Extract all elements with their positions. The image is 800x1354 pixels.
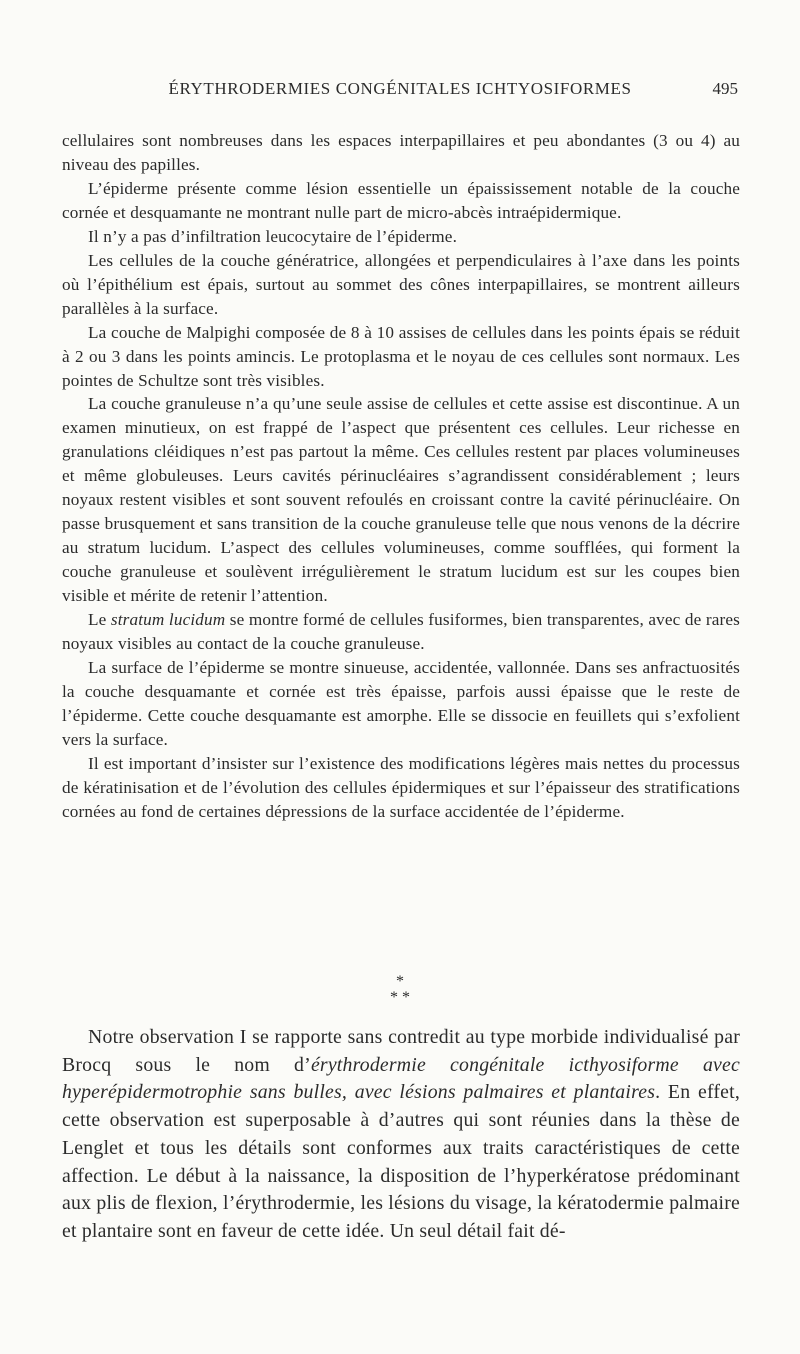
- italic-term: stratum lucidum: [110, 610, 226, 630]
- text-span: se montre formé de cellules fusiformes, bien transparentes, avec de rares noyaux visibles au contact de la couche granuleuse.: [62, 610, 740, 654]
- paragraph: cellulaires sont nombreuses dans les espaces interpapillaires et peu abondantes (3 ou 4) au niveau des papilles.: [62, 131, 740, 174]
- paragraph: La surface de l’épiderme se montre sinueuse, accidentée, vallonnée. Dans ses anfractuosités la couche desquamante et cornée est très épaisse, parfois aussi épaisse que le reste de l’épiderme. Cette couche desquamante est amorphe. Elle se dissocie en feuillets qui s’exfolient vers la surface.: [62, 657, 740, 749]
- page-number: 495: [712, 79, 738, 98]
- asterism-top: *: [396, 973, 404, 990]
- italic-diagnosis: érythrodermie congénitale icthyosiforme avec hyperépidermotrophie sans bulles, avec lésions palmaires et plantaires: [62, 1053, 740, 1104]
- running-title: ÉRYTHRODERMIES CONGÉNITALES ICHTYOSIFORMES: [168, 79, 632, 98]
- paragraph: Les cellules de la couche génératrice, allongées et perpendiculaires à l’axe dans les points où l’épithélium est épais, surtout au sommet des cônes interpapillaires, se montrent ailleurs parallèles à la surface.: [62, 250, 740, 318]
- paragraph: La couche de Malpighi composée de 8 à 10 assises de cellules dans les points épais se réduit à 2 ou 3 dans les points amincis. Le protoplasma et le noyau de ces cellules sont normaux. Les pointes de Schultze sont très visibles.: [62, 322, 740, 390]
- asterism-bottom: * *: [390, 989, 410, 1006]
- histology-description: [62, 129, 740, 824]
- paragraph: Il n’y a pas d’infiltration leucocytaire de l’épiderme.: [88, 226, 458, 246]
- running-head: [62, 79, 738, 103]
- paragraph: Il est important d’insister sur l’existence des modifications légères mais nettes du processus de kératinisation et de l’évolution des cellules épidermiques et sur l’épaisseur des stratifications cornées au fond de certaines dépressions de la surface accidentée de l’épiderme.: [62, 753, 740, 821]
- text-span: Le: [88, 610, 111, 630]
- paragraph: L’épiderme présente comme lésion essentielle un épaississement notable de la couche cornée et desquamante ne montrant nulle part de micro-abcès intraépidermique.: [62, 178, 740, 222]
- paragraph: [62, 608, 740, 656]
- asterism-separator: [0, 974, 800, 1006]
- text-span: . En effet, cette observation est superposable à d’autres qui sont réunies dans la thèse de Lenglet et tous les détails sont conformes aux traits caractéristiques de cette affection. Le début à la naissance, la disposition de l’hyperkératose prédominant aux plis de flexion, l’érythrodermie, les lésions du visage, la kératodermie palmaire et plantaire sont en faveur de cette idée. Un seul détail fait dé-: [62, 1081, 740, 1242]
- text-span: Notre observation I se rapporte sans contredit au type morbide individualisé par Brocq sous le nom d’: [62, 1026, 740, 1076]
- discussion-section: [62, 1024, 740, 1246]
- paragraph: [62, 1024, 740, 1246]
- paragraph: La couche granuleuse n’a qu’une seule assise de cellules et cette assise est discontinue. A un examen minutieux, on est frappé de l’aspect que présentent ces cellules. Leur richesse en granulations cléidiques n’est pas partout la même. Ces cellules restent par places volumineuses et même globuleuses. Leurs cavités périnucléaires s’agrandissent considérablement ; leurs noyaux restent visibles et sont souvent refoulés en croissant contre la cavité périnucléaire. On passe brusquement et sans transition de la couche granuleuse telle que nous venons de la décrire au stratum lucidum. L’aspect des cellules volumineuses, comme soufflées, qui forment la couche granuleuse et soulèvent irrégulièrement le stratum lucidum est sur les coupes bien visible et mérite de retenir l’attention.: [62, 394, 740, 606]
